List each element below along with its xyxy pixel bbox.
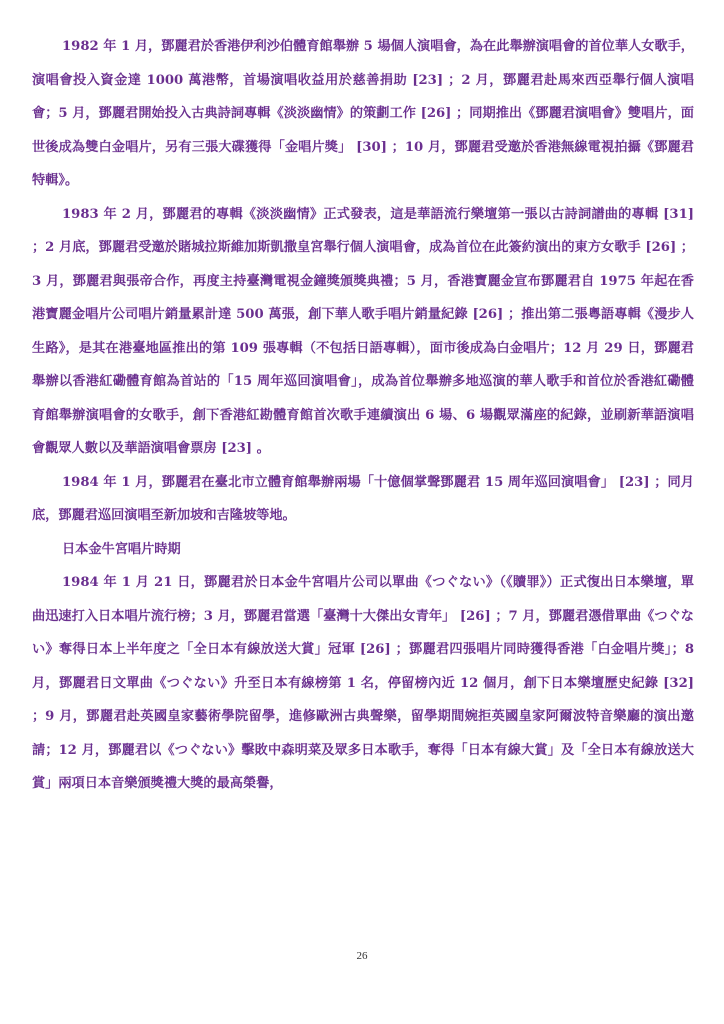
document-body [32, 30, 694, 801]
section-heading: 日本金牛宮唱片時期 [62, 541, 181, 557]
paragraph-1982: 1982 年 1 月，鄧麗君於香港伊利沙伯體育館舉辦 5 場個人演唱會，為在此舉辦演唱會的首位華人女歌手，演唱會投入資金達 1000 萬港幣，首場演唱收益用於慈善捐助 [23] ；2 月，鄧麗君赴馬來西亞舉行個人演唱會；5 月，鄧麗君開始投入古典詩詞專輯《淡淡幽情》的策劃工作 [26] ；同期推出《鄧麗君演唱會》雙唱片，面世後成為雙白金唱片，另有三張大碟獲得「金唱片獎」 [30] ；10 月，鄧麗君受邀於香港無線電視拍攝《鄧麗君特輯》。 [32, 39, 694, 188]
paragraph-1984-japan: 1984 年 1 月 21 日，鄧麗君於日本金牛宮唱片公司以單曲《つぐない》（《贖罪》）正式復出日本樂壇，單曲迅速打入日本唱片流行榜；3 月，鄧麗君當選「臺灣十大傑出女青年」 [26] ；7 月，鄧麗君憑借單曲《つぐない》奪得日本上半年度之「全日本有線放送大賞」冠軍 [26] ；鄧麗君四張唱片同時獲得香港「白金唱片獎」；8 月，鄧麗君日文單曲《つぐない》升至日本有線榜第 1 名，停留榜內近 12 個月，創下日本樂壇歷史紀錄 [32] ；9 月，鄧麗君赴英國皇家藝術學院留學，進修歐洲古典聲樂，留學期間婉拒英國皇家阿爾波特音樂廳的演出邀請；12 月，鄧麗君以《つぐない》擊敗中森明菜及眾多日本歌手，奪得「日本有線大賞」及「全日本有線放送大賞」兩項日本音樂頒獎禮大獎的最高榮譽， [32, 575, 694, 791]
paragraph-1984-concerts: 1984 年 1 月，鄧麗君在臺北市立體育館舉辦兩場「十億個掌聲鄧麗君 15 周年巡回演唱會」 [23] ；同月底，鄧麗君巡回演唱至新加坡和吉隆坡等地。 [32, 474, 694, 523]
paragraph-1983: 1983 年 2 月，鄧麗君的專輯《淡淡幽情》正式發表，這是華語流行樂壇第一張以古詩詞譜曲的專輯 [31] ；2 月底，鄧麗君受邀於賭城拉斯維加斯凱撒皇宮舉行個人演唱會，成為首位在此簽約演出的東方女歌手 [26] ；3 月，鄧麗君與張帝合作，再度主持臺灣電視金鐘獎頒獎典禮；5 月，香港寶麗金宣布鄧麗君自 1975 年起在香港寶麗金唱片公司唱片銷量累計達 500 萬張，創下華人歌手唱片銷量紀錄 [26] ；推出第二張粵語專輯《漫步人生路》，是其在港臺地區推出的第 109 張專輯（不包括日語專輯），面市後成為白金唱片；12 月 29 日，鄧麗君舉辦以香港紅磡體育館為首站的「15 周年巡回演唱會」，成為首位舉辦多地巡演的華人歌手和首位於香港紅磡體育館舉辦演唱會的女歌手，創下香港紅勘體育館首次歌手連續演出 6 場、6 場觀眾滿座的紀錄，並刷新華語演唱會觀眾人數以及華語演唱會票房 [23] 。 [32, 206, 694, 456]
page-number: 26 [356, 950, 368, 962]
